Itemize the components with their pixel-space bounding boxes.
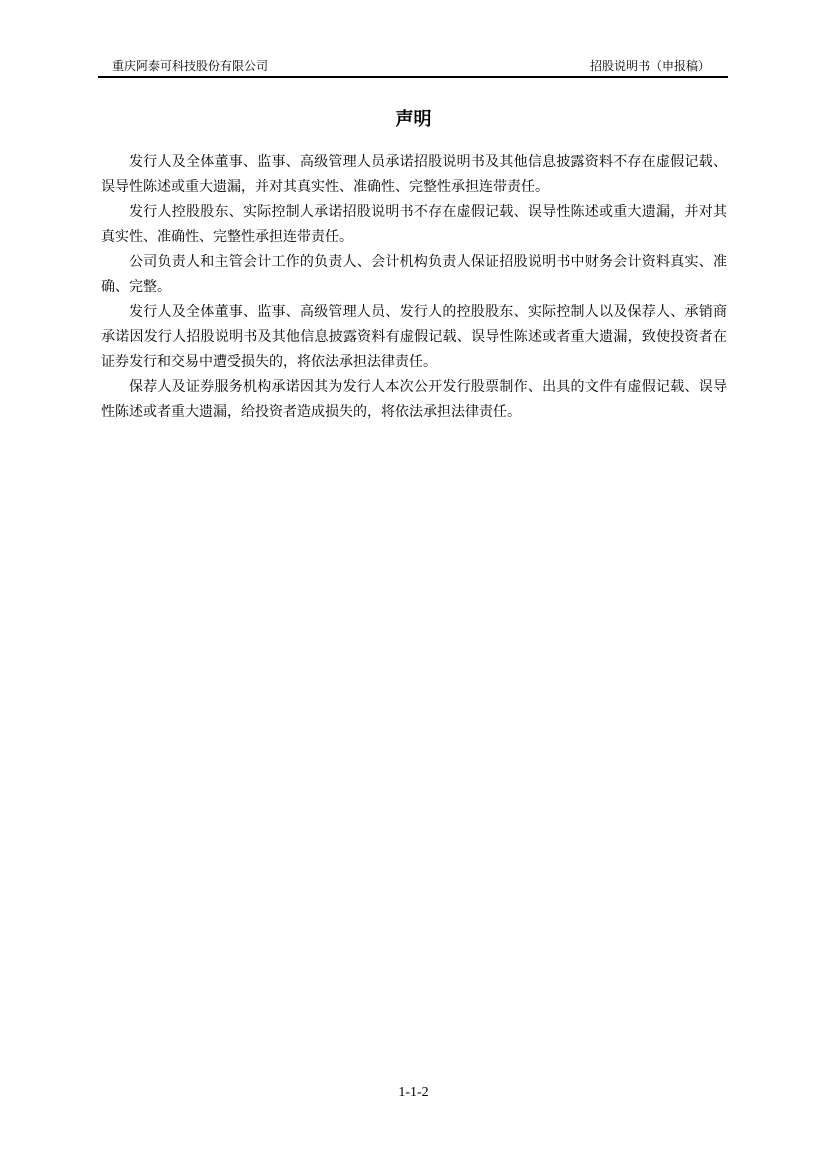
paragraph-issuer-directors: 发行人及全体董事、监事、高级管理人员承诺招股说明书及其他信息披露资料不存在虚假记载、误导性陈述或重大遗漏，并对其真实性、准确性、完整性承担连带责任。 [101, 154, 727, 195]
paragraph-sponsor-underwriter: 发行人及全体董事、监事、高级管理人员、发行人的控股股东、实际控制人以及保荐人、承销商承诺因发行人招股说明书及其他信息披露资料有虚假记载、误导性陈述或者重大遗漏，致使投资者在证券发行和交易中遭受损失的，将依法承担法律责任。 [101, 304, 727, 370]
company-name: 重庆阿泰可科技股份有限公司 [112, 59, 269, 73]
page-title: 声明 [395, 109, 432, 130]
paragraph-financial-officers: 公司负责人和主管会计工作的负责人、会计机构负责人保证招股说明书中财务会计资料真实、准确、完整。 [101, 254, 727, 295]
declaration-body [101, 150, 727, 425]
document-type: 招股说明书（申报稿） [589, 59, 710, 73]
paragraph-service-institutions: 保荐人及证券服务机构承诺因其为发行人本次公开发行股票制作、出具的文件有虚假记载、误导性陈述或者重大遗漏，给投资者造成损失的，将依法承担法律责任。 [101, 379, 727, 420]
page-header [98, 58, 728, 78]
paragraph-controlling-shareholder: 发行人控股股东、实际控制人承诺招股说明书不存在虚假记载、误导性陈述或重大遗漏，并对其真实性、准确性、完整性承担连带责任。 [101, 204, 727, 245]
page-number: 1-1-2 [398, 1085, 429, 1100]
